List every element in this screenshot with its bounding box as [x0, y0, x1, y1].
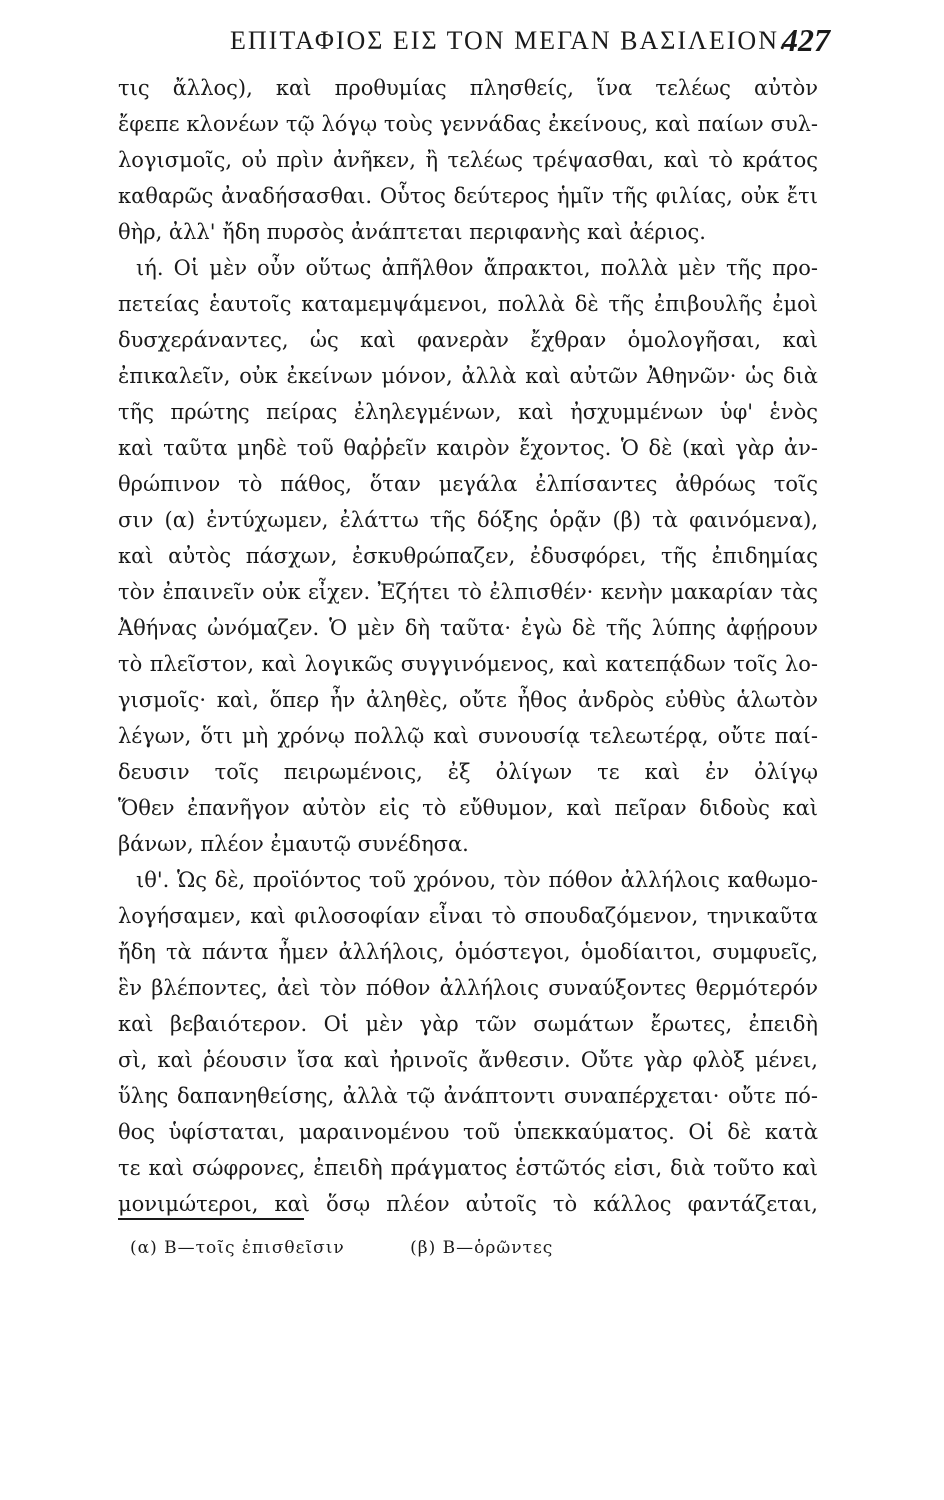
- text-line: τε καὶ σώφρονες, ἐπειδὴ πράγματος ἑστῶτός εἰσι, διὰ τοῦτο καὶ: [118, 1156, 818, 1180]
- text-line: σὶ, καὶ ῥέουσιν ἴσα καὶ ἠρινοῖς ἄνθεσιν. Οὔτε γὰρ φλὸξ μένει,: [118, 1048, 818, 1072]
- text-line: καθαρῶς ἀναδήσασθαι. Οὗτος δεύτερος ἡμῖν τῆς φιλίας, οὐκ ἔτι: [118, 184, 818, 208]
- text-line: θὴρ, ἀλλ' ἤδη πυρσὸς ἀνάπτεται περιφανὴς καὶ ἀέριος.: [118, 220, 706, 244]
- text-line: λέγων, ὅτι μὴ χρόνῳ πολλῷ καὶ συνουσίᾳ τελεωτέρᾳ, οὔτε παί-: [118, 724, 818, 748]
- text-line: βάνων, πλέον ἐμαυτῷ συνέδησα.: [118, 832, 469, 856]
- text-line: θρώπινον τὸ πάθος, ὅταν μεγάλα ἐλπίσαντες ἀθρόως τοῖς: [118, 472, 818, 496]
- text-line: ὕλης δαπανηθείσης, ἀλλὰ τῷ ἀνάπτοντι συναπέρχεται· οὔτε πό-: [118, 1084, 818, 1108]
- text-line: μονιμώτεροι, καὶ ὅσῳ πλέον αὐτοῖς τὸ κάλλος φαντάζεται,: [118, 1192, 818, 1216]
- text-line: θος ὑφίσταται, μαραινομένου τοῦ ὑπεκκαύματος. Οἱ δὲ κατὰ: [118, 1120, 818, 1144]
- text-line: λογήσαμεν, καὶ φιλοσοφίαν εἶναι τὸ σπουδαζόμενον, τηνικαῦτα: [118, 904, 818, 928]
- text-line: καὶ ταῦτα μηδὲ τοῦ θαῤῥεῖν καιρὸν ἔχοντος. Ὁ δὲ (καὶ γὰρ ἀν-: [118, 436, 818, 460]
- footnote-divider: [118, 1218, 304, 1220]
- page-header: [230, 22, 830, 62]
- footnote-a: (α) Β—τοῖς ἐπισθεῖσιν: [130, 1238, 345, 1258]
- text-line: ἓν βλέποντες, ἀεὶ τὸν πόθον ἀλλήλοις συναύξοντες θερμότερόν: [118, 976, 818, 1000]
- section-start-line: ιή. Οἱ μὲν οὖν οὕτως ἀπῆλθον ἄπρακτοι, πολλὰ μὲν τῆς προ-: [136, 256, 818, 280]
- text-line: σιν (α) ἐντύχωμεν, ἐλάττω τῆς δόξης ὁρᾷν (β) τὰ φαινόμενα),: [118, 508, 818, 532]
- text-line: καὶ βεβαιότερον. Οἱ μὲν γὰρ τῶν σωμάτων ἔρωτες, ἐπειδὴ: [118, 1012, 818, 1036]
- running-title: ΕΠΙΤΑΦΙΟΣ ΕΙΣ ΤΟΝ ΜΕΓΑΝ ΒΑΣΙΛΕΙΟΝ.: [230, 26, 788, 55]
- text-line: Ὅθεν ἐπανῆγον αὐτὸν εἰς τὸ εὔθυμον, καὶ πεῖραν διδοὺς καὶ: [118, 796, 818, 820]
- footnote-b: (β) Β—ὁρῶντες: [410, 1238, 554, 1258]
- text-line: γισμοῖς· καὶ, ὅπερ ἦν ἀληθὲς, οὔτε ἦθος ἀνδρὸς εὐθὺς ἁλωτὸν: [118, 688, 818, 712]
- section-start-line: ιθ'. Ὡς δὲ, προϊόντος τοῦ χρόνου, τὸν πόθον ἀλλήλοις καθωμο-: [136, 868, 818, 892]
- text-line: ἐπικαλεῖν, οὐκ ἐκείνων μόνον, ἀλλὰ καὶ αὐτῶν Ἀθηνῶν· ὡς διὰ: [118, 364, 818, 388]
- text-line: ἤδη τὰ πάντα ἦμεν ἀλλήλοις, ὁμόστεγοι, ὁμοδίαιτοι, συμφυεῖς,: [118, 940, 818, 964]
- text-line: τὸ πλεῖστον, καὶ λογικῶς συγγινόμενος, καὶ κατεπᾴδων τοῖς λο-: [118, 652, 818, 676]
- text-line: λογισμοῖς, οὐ πρὶν ἀνῆκεν, ἢ τελέως τρέψασθαι, καὶ τὸ κράτος: [118, 148, 818, 172]
- text-line: πετείας ἑαυτοῖς καταμεμψάμενοι, πολλὰ δὲ τῆς ἐπιβουλῆς ἐμοὶ: [118, 292, 818, 316]
- text-line: τῆς πρώτης πείρας ἐληλεγμένων, καὶ ἠσχυμμένων ὑφ' ἑνὸς: [118, 400, 818, 424]
- text-line: δυσχεράναντες, ὡς καὶ φανερὰν ἔχθραν ὁμολογῆσαι, καὶ: [118, 328, 818, 352]
- text-line: δευσιν τοῖς πειρωμένοις, ἐξ ὀλίγων τε καὶ ἐν ὀλίγῳ: [118, 760, 818, 784]
- text-line: ἔφεπε κλονέων τῷ λόγῳ τοὺς γεννάδας ἐκείνους, καὶ παίων συλ-: [118, 112, 818, 136]
- page-number: 427: [782, 22, 830, 58]
- text-line: καὶ αὐτὸς πάσχων, ἐσκυθρώπαζεν, ἐδυσφόρει, τῆς ἐπιδημίας: [118, 544, 818, 568]
- body-text: [118, 70, 818, 1222]
- text-line: τὸν ἐπαινεῖν οὐκ εἶχεν. Ἐζήτει τὸ ἐλπισθέν· κενὴν μακαρίαν τὰς: [118, 580, 818, 604]
- text-line: τις ἄλλος), καὶ προθυμίας πλησθείς, ἵνα τελέως αὐτὸν: [118, 76, 818, 100]
- footnotes: [130, 1238, 730, 1258]
- text-line: Ἀθήνας ὠνόμαζεν. Ὁ μὲν δὴ ταῦτα· ἐγὼ δὲ τῆς λύπης ἀφῄρουν: [118, 616, 818, 640]
